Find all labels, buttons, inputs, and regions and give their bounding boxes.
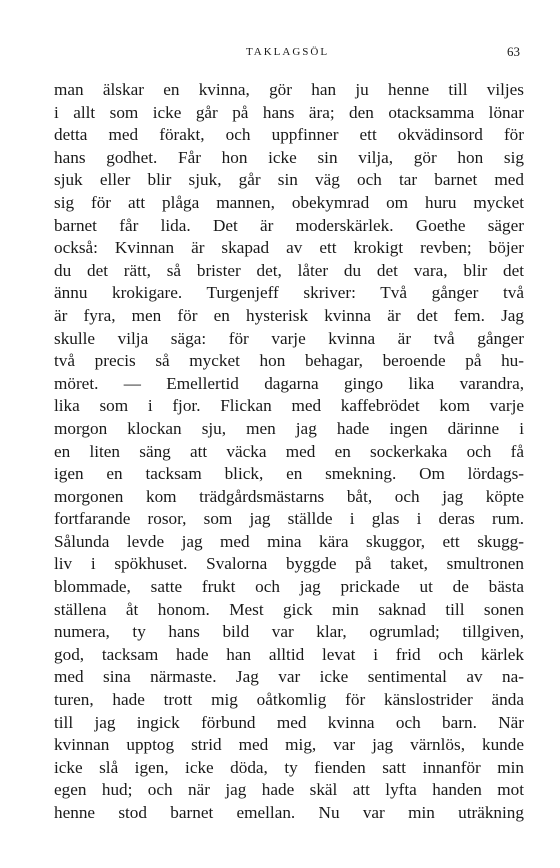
text-line: möret. — Emellertid dagarna gingo lika varandra, xyxy=(54,373,524,393)
text-line: ställena åt honom. Mest gick min saknad till sonen xyxy=(54,599,524,619)
text-line: två precis så mycket hon behagar, beroende på hu- xyxy=(54,351,524,371)
text-line: kvinnan upptog strid med mig, var jag värnlös, kunde xyxy=(54,735,524,755)
text-line: blommade, satte frukt och jag prickade ut de bästa xyxy=(54,577,524,597)
text-line: icke slå igen, icke döda, ty fienden satt innanför min xyxy=(54,757,524,777)
text-line: Sålunda levde jag med mina kära skuggor, ett skugg- xyxy=(54,531,524,551)
text-line: liv i spökhuset. Svalorna byggde på taket, smultronen xyxy=(54,554,524,574)
text-line: igen en tacksam blick, en smekning. Om lördags- xyxy=(54,464,524,484)
text-line: skulle vilja säga: för varje kvinna är två gånger xyxy=(54,328,524,348)
text-line: är fyra, men för en hysterisk kvinna är det fem. Jag xyxy=(54,305,524,325)
text-line: fortfarande rosor, som jag ställde i glas i deras rum. xyxy=(54,509,524,529)
body-text xyxy=(54,79,524,825)
text-line: man älskar en kvinna, gör han ju henne till viljes xyxy=(54,80,524,99)
running-header xyxy=(55,42,520,66)
text-line: till jag ingick förbund med kvinna och barn. När xyxy=(54,712,524,732)
page-number: 63 xyxy=(507,44,520,59)
text-line: ännu krokigare. Turgenjeff skriver: Två gånger två xyxy=(54,283,524,303)
text-line: också: Kvinnan är skapad av ett krokigt revben; böjer xyxy=(54,238,524,258)
text-line: henne stod barnet emellan. Nu var min uträkning xyxy=(54,803,524,822)
text-line: numera, ty hans bild var klar, ogrumlad; tillgiven, xyxy=(54,622,524,642)
running-title: TAKLAGSÖL xyxy=(245,46,330,58)
text-line: lika som i fjor. Flickan med kaffebrödet kom varje xyxy=(54,396,524,416)
text-line: du det rätt, så brister det, låter du det vara, blir det xyxy=(54,260,524,280)
text-line: barnet får lida. Det är moderskärlek. Goethe säger xyxy=(54,215,524,235)
text-line: egen hud; och när jag hade skäl att lyfta handen mot xyxy=(54,780,524,800)
text-line: turen, hade trott mig oåtkomlig för känslostrider ända xyxy=(54,690,524,710)
text-line: en liten säng att väcka med en sockerkaka och få xyxy=(54,441,524,461)
text-line: hans godhet. Får hon icke sin vilja, gör hon sig xyxy=(54,147,524,167)
text-line: morgonen kom trädgårdsmästarns båt, och jag köpte xyxy=(54,486,524,506)
text-line: sjuk eller blir sjuk, går sin väg och tar barnet med xyxy=(54,170,524,190)
text-line: morgon klockan sju, men jag hade ingen därinne i xyxy=(54,418,524,438)
text-line: god, tacksam hade han alltid levat i frid och kärlek xyxy=(54,644,524,664)
text-line: sig för att plåga mannen, obekymrad om huru mycket xyxy=(54,192,524,212)
text-line: med sina närmaste. Jag var icke sentimental av na- xyxy=(54,667,524,687)
text-line: detta med förakt, och uppfinner ett okvädinsord för xyxy=(54,125,524,145)
text-line: i allt som icke går på hans ära; den otacksamma lönar xyxy=(54,102,524,122)
